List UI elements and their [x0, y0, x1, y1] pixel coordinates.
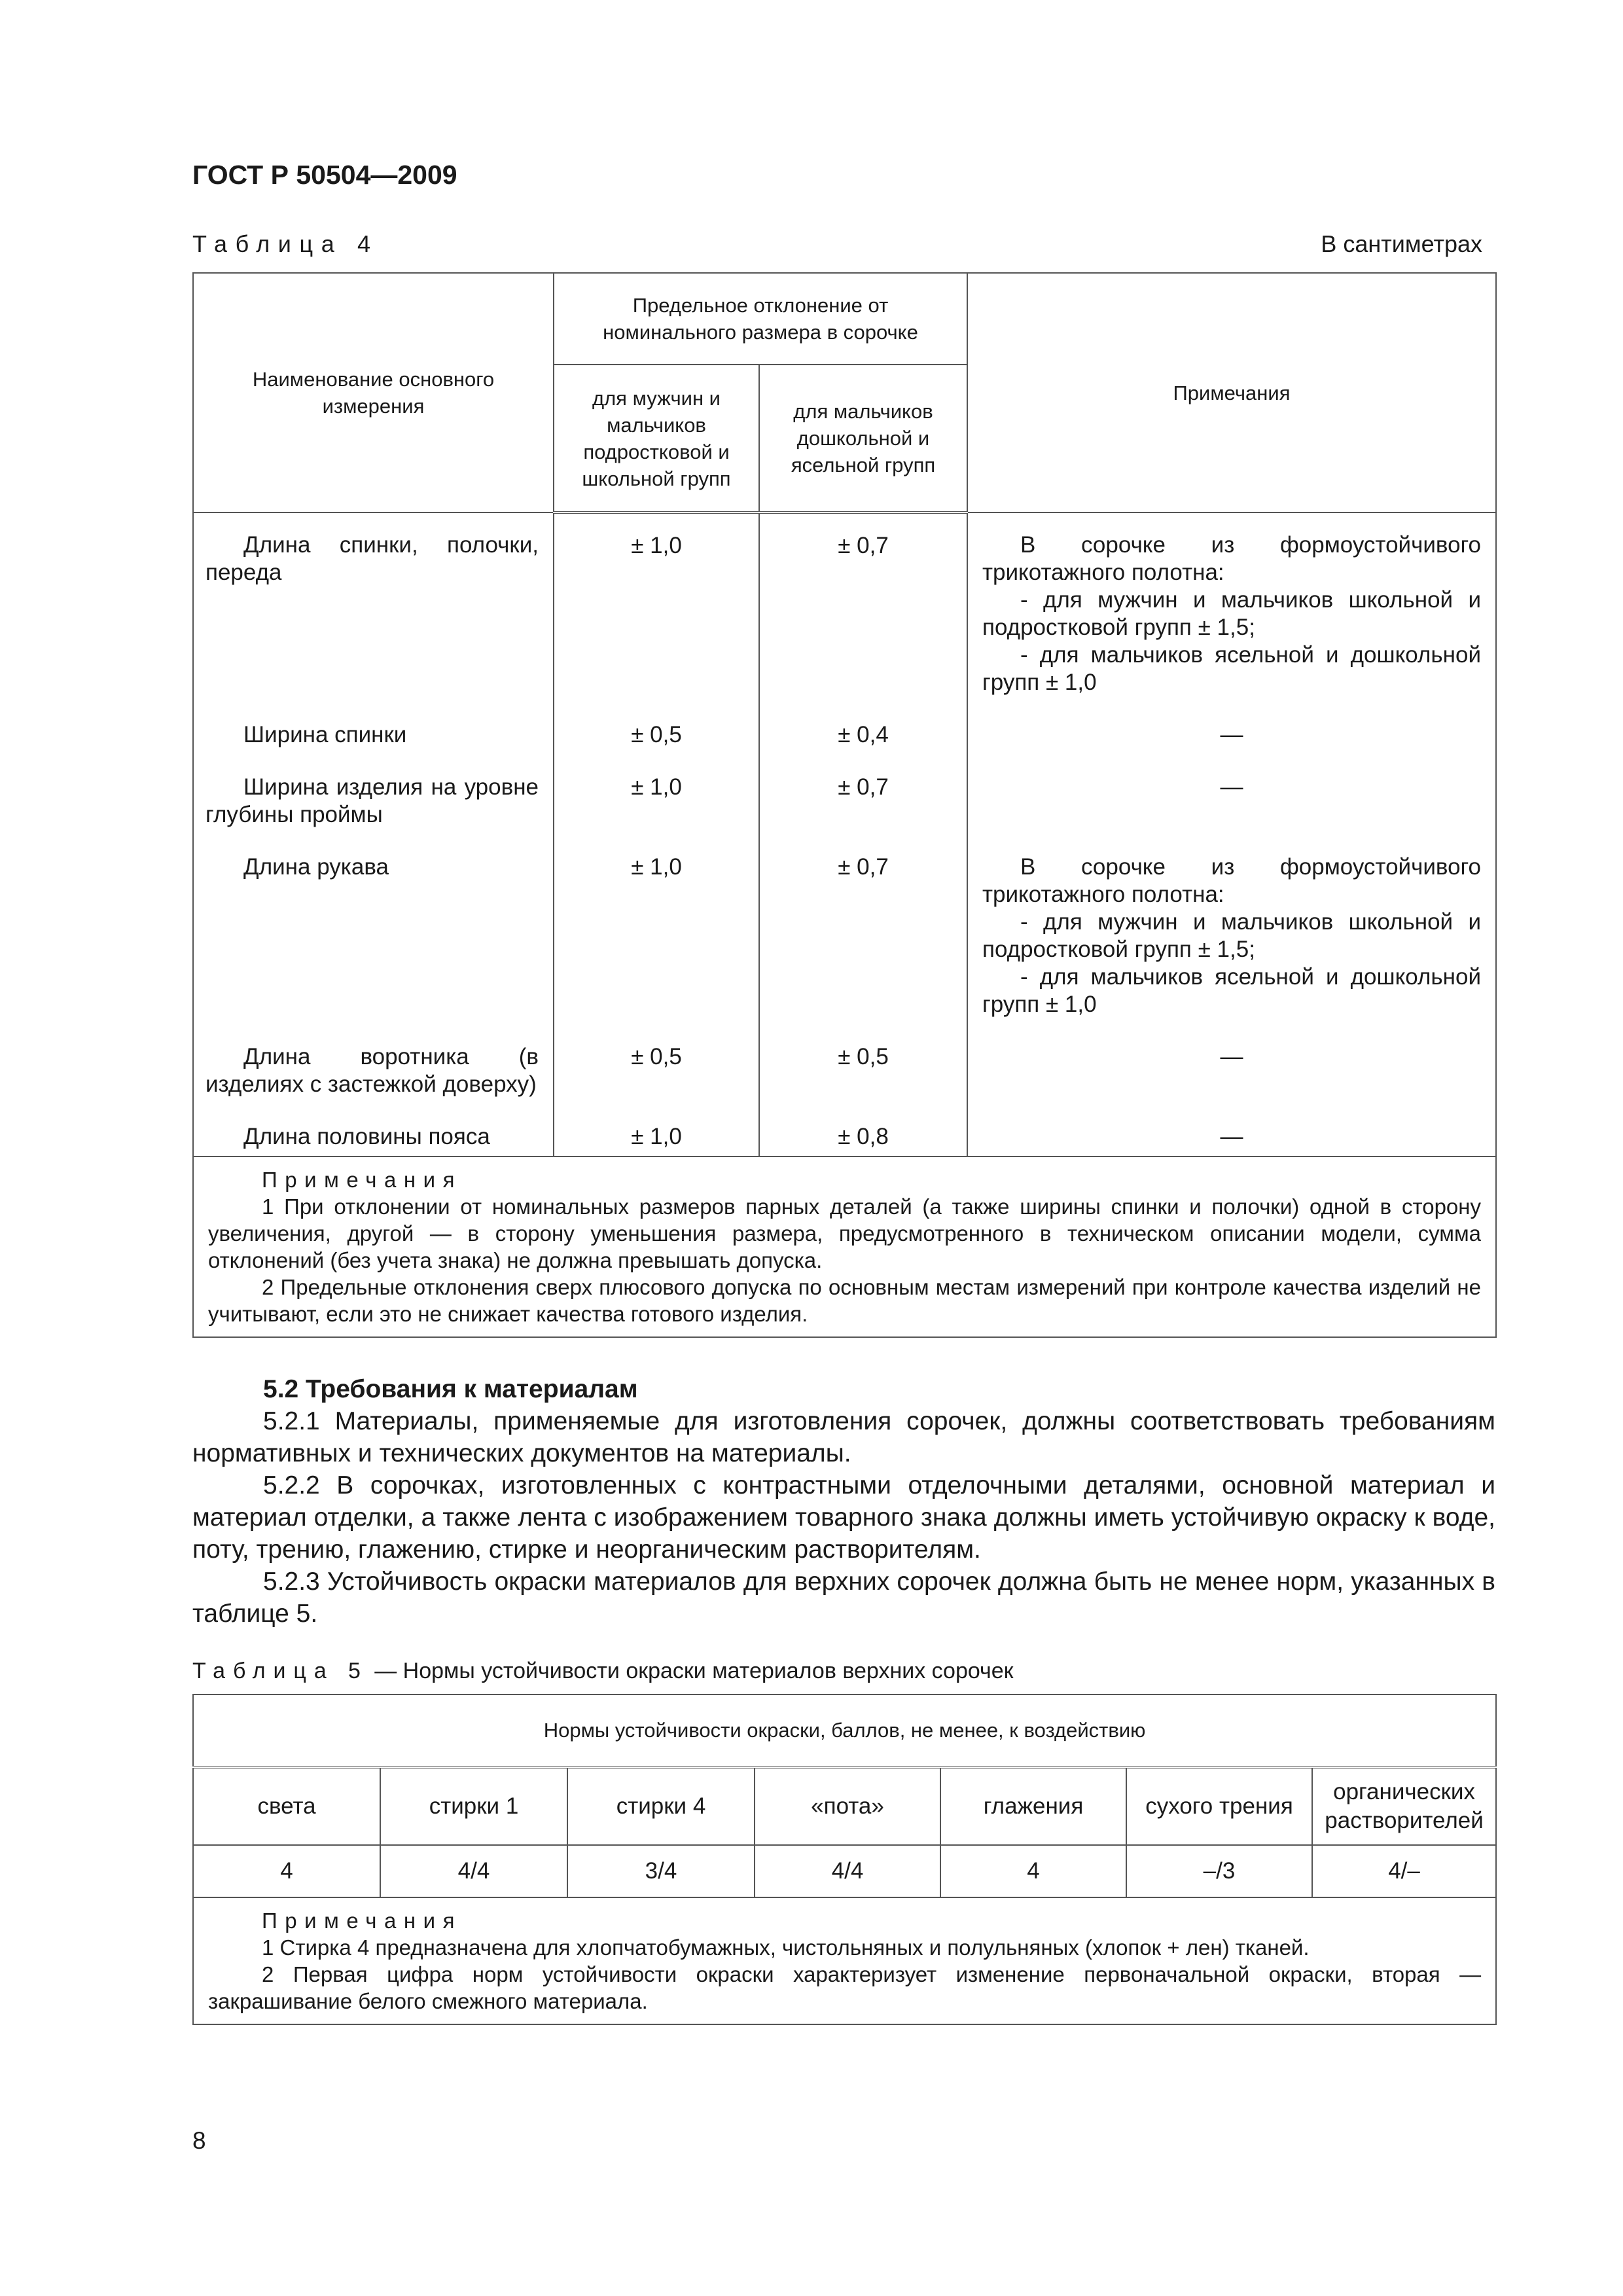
column-header: света [193, 1767, 380, 1845]
row-name: Ширина изделия на уровне глубины проймы [193, 774, 554, 853]
row-name: Длина половины пояса [193, 1123, 554, 1157]
note-paragraph: 1 Стирка 4 предназначена для хлопчатобумажных, чистольняных и полульняных (хлопок + лен) тканей. [262, 1935, 1310, 1960]
table-cell: 4/4 [380, 1845, 567, 1897]
column-header: глажения [940, 1767, 1126, 1845]
row-men: ± 1,0 [554, 774, 759, 853]
column-header: сухого трения [1126, 1767, 1312, 1845]
row-boys: ± 0,7 [759, 512, 967, 721]
table-row [193, 853, 1496, 1043]
row-name: Длина спинки, полочки, переда [193, 512, 554, 721]
header-notes: Примечания [967, 273, 1496, 512]
row-boys: ± 0,7 [759, 774, 967, 853]
table-cell: 3/4 [567, 1845, 755, 1897]
row-note-line: - для мальчиков ясельной и дошкольной групп ± 1,0 [982, 642, 1481, 695]
row-men: ± 0,5 [554, 1043, 759, 1123]
notes-title: Примечания [262, 1168, 463, 1192]
table-5-caption-label: Таблица 5 [192, 1659, 368, 1683]
table-5-notes [193, 1897, 1496, 2024]
header-deviation: Предельное отклонение от номинального размера в сорочке [554, 273, 967, 365]
table-row [193, 774, 1496, 853]
table-5 [192, 1694, 1497, 2025]
row-note: — [967, 1043, 1496, 1123]
table-row [193, 1043, 1496, 1123]
row-boys: ± 0,8 [759, 1123, 967, 1157]
column-header: органических растворителей [1312, 1767, 1496, 1845]
table-cell: 4/– [1312, 1845, 1496, 1897]
note-paragraph: 1 При отклонении от номинальных размеров парных деталей (а также ширины спинки и полочки) одной в сторону увеличения, другой — в сторону уменьшения размера, предусмотренного в техническом описании модели, сумма отклонений (без учета знака) не должна превышать допуска. [208, 1194, 1481, 1272]
table-5-header: Нормы устойчивости окраски, баллов, не менее, к воздействию [193, 1695, 1496, 1767]
table-cell: 4 [940, 1845, 1126, 1897]
page-number: 8 [192, 2127, 206, 2154]
table-4-units: В сантиметрах [1321, 230, 1482, 257]
row-boys: ± 0,5 [759, 1043, 967, 1123]
row-note-line: - для мужчин и мальчиков школьной и подростковой групп ± 1,5; [982, 587, 1481, 640]
row-note-line: В сорочке из формоустойчивого трикотажного полотна: [982, 532, 1481, 585]
column-header: стирки 1 [380, 1767, 567, 1845]
table-5-caption-text: — Нормы устойчивости окраски материалов верхних сорочек [368, 1659, 1014, 1683]
header-boys: для мальчиков дошкольной и ясельной групп [759, 365, 967, 512]
row-note: — [967, 1123, 1496, 1157]
column-header: стирки 4 [567, 1767, 755, 1845]
paragraph: 5.2.2 В сорочках, изготовленных с контрастными отделочными деталями, основной материал и материал отделки, а также лента с изображением товарного знака должны иметь устойчивую окраску к воде, поту, трению, глажению, стирке и неорганическим растворителям. [192, 1471, 1495, 1564]
notes-title: Примечания [262, 1909, 463, 1933]
section-title: 5.2 Требования к материалам [263, 1375, 638, 1403]
header-name: Наименование основного измерения [193, 273, 554, 512]
row-name: Длина рукава [193, 853, 554, 1043]
row-note-line: В сорочке из формоустойчивого трикотажного полотна: [982, 854, 1481, 907]
row-men: ± 0,5 [554, 721, 759, 774]
row-men: ± 1,0 [554, 512, 759, 721]
column-header: «пота» [755, 1767, 940, 1845]
document-header: ГОСТ Р 50504—2009 [192, 160, 457, 190]
table-4-notes [193, 1157, 1496, 1337]
table-5-caption [192, 1659, 1014, 1684]
table-cell: 4/4 [755, 1845, 940, 1897]
table-cell: –/3 [1126, 1845, 1312, 1897]
section-5-2 [192, 1373, 1495, 1630]
row-note [967, 853, 1496, 1043]
row-boys: ± 0,7 [759, 853, 967, 1043]
row-name: Длина воротника (в изделиях с застежкой доверху) [193, 1043, 554, 1123]
row-note [967, 512, 1496, 721]
row-note-line: - для мужчин и мальчиков школьной и подростковой групп ± 1,5; [982, 909, 1481, 962]
note-paragraph: 2 Предельные отклонения сверх плюсового допуска по основным местам измерений при контроле качества изделий не учитывают, если это не снижает качества готового изделия. [208, 1275, 1481, 1326]
row-men: ± 1,0 [554, 1123, 759, 1157]
row-note: — [967, 721, 1496, 774]
table-row [193, 512, 1496, 721]
row-boys: ± 0,4 [759, 721, 967, 774]
table-row [193, 1123, 1496, 1157]
table-4-caption: Таблица 4 [192, 230, 379, 257]
row-note: — [967, 774, 1496, 853]
row-note-line: - для мальчиков ясельной и дошкольной групп ± 1,0 [982, 964, 1481, 1017]
paragraph: 5.2.1 Материалы, применяемые для изготовления сорочек, должны соответствовать требованиям нормативных и технических документов на материалы. [192, 1407, 1495, 1467]
note-paragraph: 2 Первая цифра норм устойчивости окраски характеризует изменение первоначальной окраски, вторая — закрашивание белого смежного материала. [208, 1962, 1482, 2013]
row-men: ± 1,0 [554, 853, 759, 1043]
table-4 [192, 272, 1497, 1338]
header-men: для мужчин и мальчиков подростковой и школьной групп [554, 365, 759, 512]
table-row [193, 721, 1496, 774]
table-cell: 4 [193, 1845, 380, 1897]
row-name: Ширина спинки [193, 721, 554, 774]
table-row [193, 1845, 1496, 1897]
paragraph: 5.2.3 Устойчивость окраски материалов для верхних сорочек должна быть не менее норм, указанных в таблице 5. [192, 1568, 1495, 1628]
